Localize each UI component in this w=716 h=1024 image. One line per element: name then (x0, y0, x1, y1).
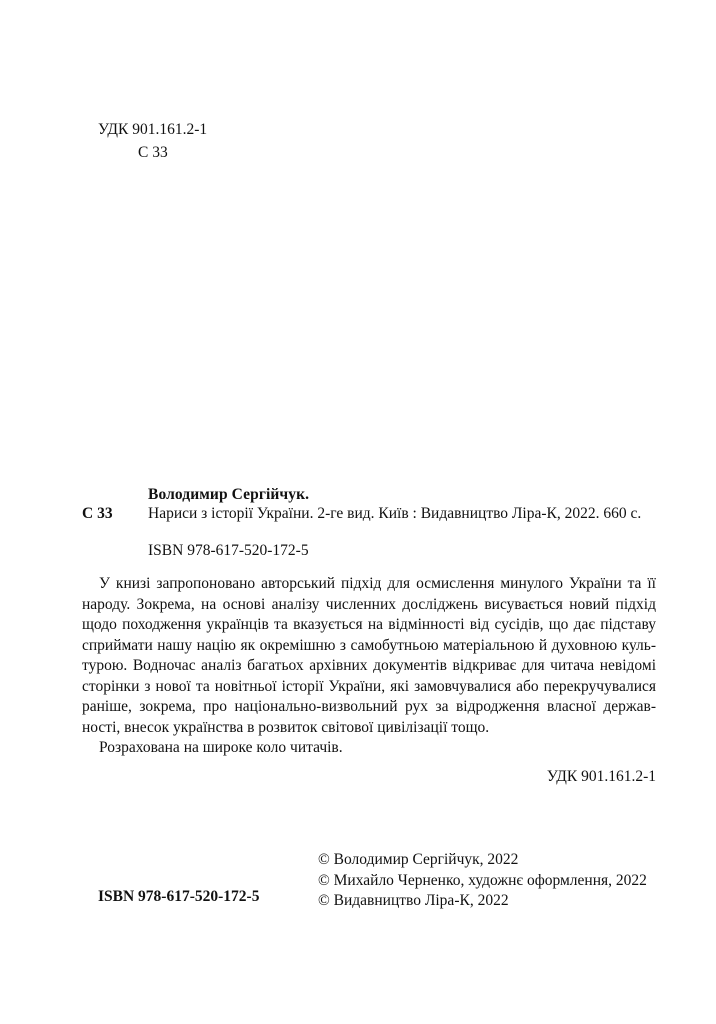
isbn-record: ISBN 978-617-520-172-5 (148, 542, 309, 559)
udk-code-top: УДК 901.161.2-1 (98, 121, 208, 138)
copyright-line: © Видавництво Ліра-К, 2022 (318, 892, 509, 909)
abstract (82, 574, 656, 759)
author-name: Володимир Сергійчук. (148, 486, 310, 503)
isbn-footer: ISBN 978-617-520-172-5 (98, 888, 260, 905)
abstract-paragraph: Розрахована на широке коло читачів. (99, 739, 343, 756)
bibliographic-title-line: Нариси з історії України. 2-ге вид. Київ : Видавництво Ліра-К, 2022. 660 с. (148, 505, 642, 522)
udk-code-right: УДК 901.161.2-1 (546, 768, 656, 785)
copyright-line: © Михайло Черненко, художнє оформлення, 2022 (318, 871, 647, 889)
copyright-line: © Володимир Сергійчук, 2022 (318, 851, 519, 868)
copyright-block (318, 850, 647, 912)
author-sign-code-top: С 33 (138, 144, 168, 161)
abstract-paragraph: У книзі запропоновано авторський підхід для осмислення минулого України та її народу. Зокрема, на основі аналізу численних досліджень висувається новий підхід щодо походження українців та вказується на відмінності від сусідів, що дає підставу сприймати нашу націю як окремішню з самобутньою матеріальною й духовною куль-турою. Водночас аналіз багатьох архівних документів відкриває для читача невідомі сторінки з нової та новітньої історії України, які замовчувалися або перекручувалися раніше, зокрема, про національно-визвольний рух за відродження власної держав-ності, внесок українства в розвиток світової цивілізації тощо. (82, 575, 656, 736)
author-sign-code: С 33 (82, 505, 113, 522)
